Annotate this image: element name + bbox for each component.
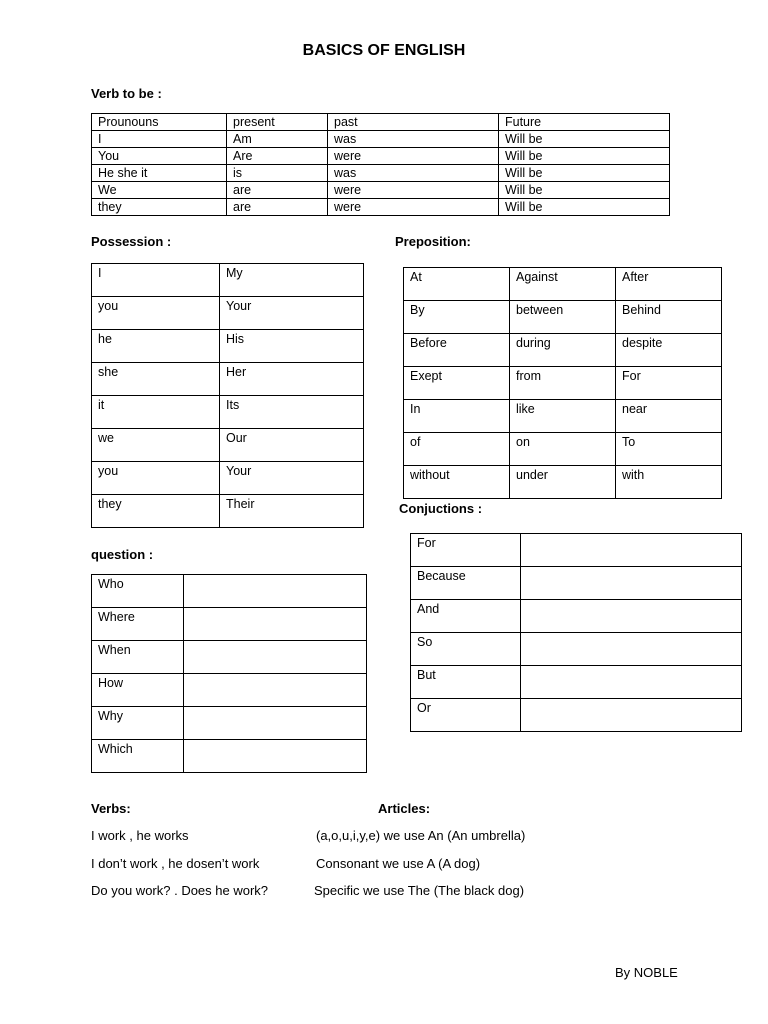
table-cell: In [404, 400, 510, 433]
table-cell: Exept [404, 367, 510, 400]
table-row [92, 330, 364, 363]
verbs-heading: Verbs: [91, 801, 131, 816]
preposition-heading: Preposition: [395, 234, 471, 249]
table-cell: Where [92, 608, 184, 641]
verbs-line: Do you work? . Does he work? [91, 883, 269, 898]
table-row [92, 608, 367, 641]
table-row [92, 199, 670, 216]
table-cell: Are [227, 148, 328, 165]
table-header-cell: Prounouns [92, 114, 227, 131]
table-cell [521, 567, 742, 600]
table-cell: I [92, 131, 227, 148]
table-row [92, 495, 364, 528]
question-table [91, 574, 367, 773]
table-cell: is [227, 165, 328, 182]
table-row [92, 674, 367, 707]
table-cell: And [411, 600, 521, 633]
table-row [411, 699, 742, 732]
table-header-cell: Future [499, 114, 670, 131]
table-cell: Will be [499, 131, 670, 148]
table-cell: she [92, 363, 220, 396]
possession-heading: Possession : [91, 234, 172, 249]
table-cell: of [404, 433, 510, 466]
table-cell: Behind [616, 301, 722, 334]
table-row [92, 264, 364, 297]
table-cell: it [92, 396, 220, 429]
table-cell: despite [616, 334, 722, 367]
table-cell: You [92, 148, 227, 165]
table-row [404, 466, 722, 499]
verb-to-be-heading: Verb to be : [91, 86, 162, 101]
table-cell: For [411, 534, 521, 567]
table-cell: Your [220, 297, 364, 330]
table-cell: Its [220, 396, 364, 429]
table-cell: from [510, 367, 616, 400]
table-cell: Because [411, 567, 521, 600]
verbs-line: I don’t work , he dosen’t work [91, 856, 260, 871]
table-cell: But [411, 666, 521, 699]
table-cell: we [92, 429, 220, 462]
table-cell: Will be [499, 148, 670, 165]
table-cell: Who [92, 575, 184, 608]
table-cell [521, 666, 742, 699]
table-cell: Your [220, 462, 364, 495]
table-row [92, 740, 367, 773]
table-cell: We [92, 182, 227, 199]
table-cell: So [411, 633, 521, 666]
articles-line: Consonant we use A (A dog) [316, 856, 481, 871]
table-row [404, 334, 722, 367]
table-cell: were [328, 182, 499, 199]
table-cell: How [92, 674, 184, 707]
table-row [411, 567, 742, 600]
author-credit: By NOBLE [615, 965, 678, 980]
table-cell: were [328, 199, 499, 216]
table-cell: Why [92, 707, 184, 740]
table-row [92, 131, 670, 148]
table-cell: Against [510, 268, 616, 301]
table-row [404, 400, 722, 433]
table-cell: they [92, 199, 227, 216]
table-cell: Or [411, 699, 521, 732]
table-cell [521, 534, 742, 567]
table-cell: were [328, 148, 499, 165]
table-cell [184, 575, 367, 608]
table-cell [184, 674, 367, 707]
table-row [411, 534, 742, 567]
verb-to-be-table [91, 113, 670, 216]
table-row [404, 433, 722, 466]
table-cell: between [510, 301, 616, 334]
table-cell: He she it [92, 165, 227, 182]
page-title: BASICS OF ENGLISH [302, 42, 466, 59]
table-cell: By [404, 301, 510, 334]
articles-heading: Articles: [378, 801, 431, 816]
table-cell: you [92, 297, 220, 330]
table-cell: Am [227, 131, 328, 148]
table-cell [184, 707, 367, 740]
table-row [404, 367, 722, 400]
table-row [92, 641, 367, 674]
table-row [92, 165, 670, 182]
table-cell [184, 608, 367, 641]
table-cell: without [404, 466, 510, 499]
table-cell [184, 740, 367, 773]
table-cell: Her [220, 363, 364, 396]
table-cell [184, 641, 367, 674]
table-header-cell: past [328, 114, 499, 131]
table-cell: under [510, 466, 616, 499]
table-cell [521, 600, 742, 633]
table-cell: like [510, 400, 616, 433]
table-row [404, 301, 722, 334]
table-cell: At [404, 268, 510, 301]
table-cell: Will be [499, 165, 670, 182]
table-row [92, 429, 364, 462]
table-cell: Will be [499, 182, 670, 199]
table-cell: For [616, 367, 722, 400]
table-row [92, 363, 364, 396]
table-row [411, 600, 742, 633]
table-row [92, 396, 364, 429]
table-row [92, 462, 364, 495]
table-cell: on [510, 433, 616, 466]
table-cell: you [92, 462, 220, 495]
table-header-row [92, 114, 670, 131]
table-row [92, 707, 367, 740]
table-cell: near [616, 400, 722, 433]
table-row [411, 666, 742, 699]
preposition-table [403, 267, 722, 499]
table-cell: His [220, 330, 364, 363]
table-cell [521, 699, 742, 732]
table-cell: was [328, 165, 499, 182]
articles-line: (a,o,u,i,y,e) we use An (An umbrella) [316, 828, 526, 843]
table-cell: Their [220, 495, 364, 528]
table-cell [521, 633, 742, 666]
table-cell: they [92, 495, 220, 528]
verbs-line: I work , he works [91, 828, 189, 843]
table-cell: Which [92, 740, 184, 773]
table-cell: during [510, 334, 616, 367]
table-cell: When [92, 641, 184, 674]
table-cell: After [616, 268, 722, 301]
table-cell: are [227, 182, 328, 199]
table-cell: Our [220, 429, 364, 462]
table-row [92, 182, 670, 199]
table-row [411, 633, 742, 666]
possession-table [91, 263, 364, 528]
table-row [92, 297, 364, 330]
articles-line: Specific we use The (The black dog) [314, 883, 525, 898]
table-cell: My [220, 264, 364, 297]
conjunctions-heading: Conjuctions : [399, 501, 483, 516]
table-cell: was [328, 131, 499, 148]
table-cell: I [92, 264, 220, 297]
table-cell: he [92, 330, 220, 363]
table-row [92, 148, 670, 165]
table-cell: Will be [499, 199, 670, 216]
table-cell: with [616, 466, 722, 499]
table-cell: are [227, 199, 328, 216]
table-row [404, 268, 722, 301]
conjunctions-table [410, 533, 742, 732]
table-row [92, 575, 367, 608]
table-cell: Before [404, 334, 510, 367]
table-cell: To [616, 433, 722, 466]
question-heading: question : [91, 547, 154, 562]
table-header-cell: present [227, 114, 328, 131]
